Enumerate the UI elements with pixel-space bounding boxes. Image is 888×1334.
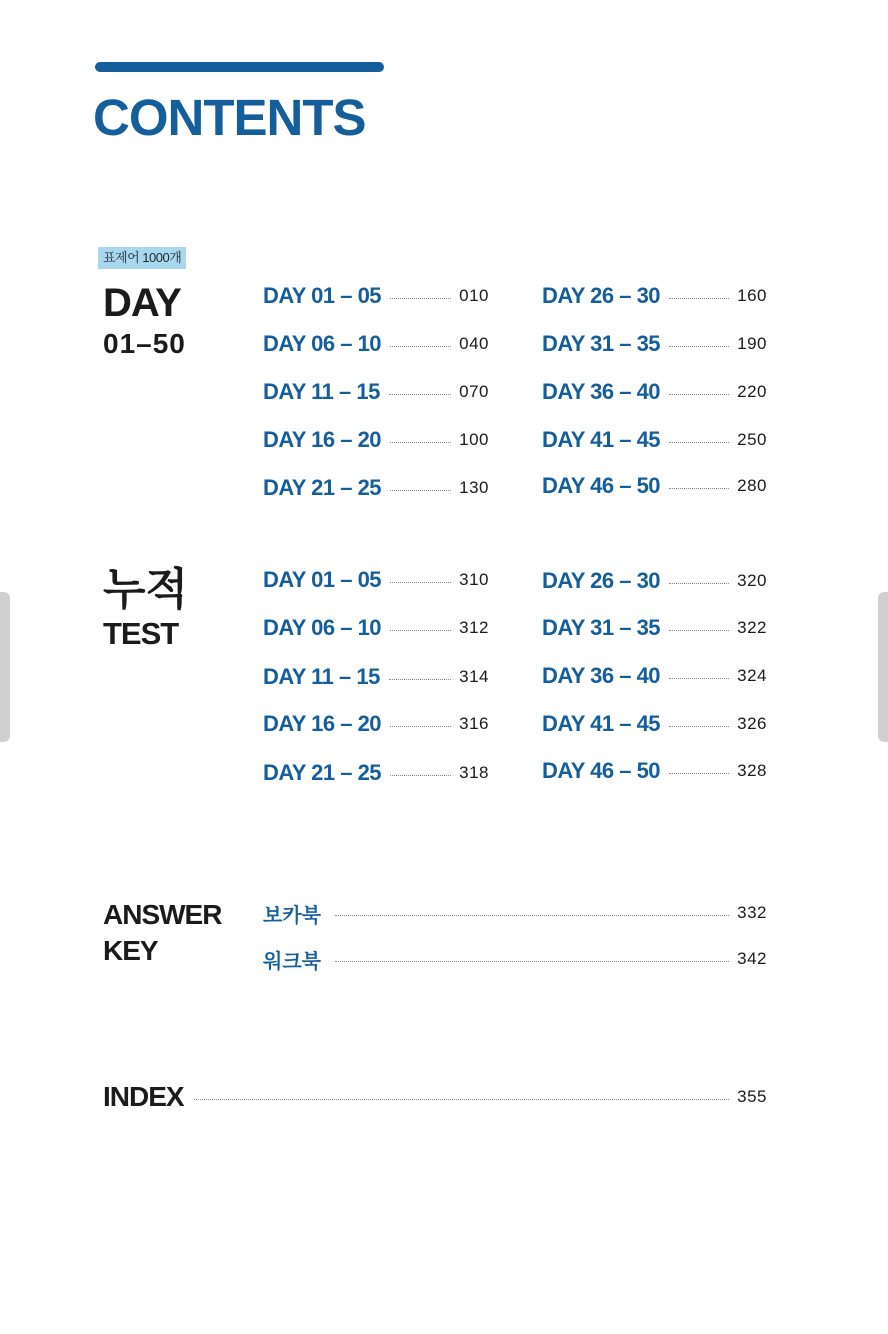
toc-entry-day-26-30[interactable] [542, 281, 767, 311]
toc-entry-page: 130 [459, 478, 489, 497]
toc-entry-label: DAY 46 – 50 [542, 473, 661, 498]
answer-key-heading-line2: KEY [103, 935, 158, 966]
toc-entry-page: 070 [459, 382, 489, 401]
next-page-edge[interactable] [878, 592, 888, 742]
answer-key-heading: ANSWER [103, 899, 222, 930]
toc-entry-page: 314 [459, 667, 489, 686]
headword-count-badge: 표제어 1000개 [98, 247, 186, 269]
toc-entry-test-16-20[interactable] [263, 709, 489, 739]
toc-entry-test-26-30[interactable] [542, 566, 767, 596]
toc-entry-page: 355 [737, 1087, 767, 1106]
dot-leader [390, 726, 451, 727]
toc-entry-test-01-05[interactable] [263, 565, 489, 595]
toc-entry-label: DAY 11 – 15 [263, 379, 380, 404]
toc-entry-page: 190 [737, 334, 767, 353]
toc-entry-label: DAY 31 – 35 [542, 331, 661, 356]
dot-leader [669, 773, 729, 774]
toc-entry-page: 040 [459, 334, 489, 353]
toc-entry-label: DAY 21 – 25 [263, 475, 382, 500]
toc-entry-test-41-45[interactable] [542, 709, 767, 739]
toc-entry-label: DAY 01 – 05 [263, 567, 382, 592]
toc-entry-day-06-10[interactable] [263, 329, 489, 359]
dot-leader [669, 346, 729, 347]
toc-entry-label: 보카북 [263, 904, 321, 927]
dot-leader [669, 726, 729, 727]
test-section-heading: 누적 [103, 565, 189, 614]
toc-entry-day-01-05[interactable] [263, 281, 489, 311]
toc-entry-day-46-50[interactable] [542, 471, 767, 501]
toc-entry-page: 250 [737, 430, 767, 449]
title-accent-bar [95, 62, 384, 72]
dot-leader [335, 915, 729, 916]
toc-entry-workbook[interactable] [263, 944, 767, 974]
toc-entry-label: DAY 06 – 10 [263, 615, 382, 640]
toc-entry-page: 310 [459, 570, 489, 589]
dot-leader [669, 678, 729, 679]
toc-entry-day-31-35[interactable] [542, 329, 767, 359]
toc-entry-day-11-15[interactable] [263, 377, 489, 407]
toc-entry-page: 322 [737, 618, 767, 637]
dot-leader [389, 679, 451, 680]
dot-leader [669, 442, 729, 443]
toc-entry-page: 010 [459, 286, 489, 305]
toc-entry-vocabook[interactable] [263, 898, 767, 928]
dot-leader [390, 630, 451, 631]
dot-leader [390, 490, 451, 491]
previous-page-edge[interactable] [0, 592, 10, 742]
toc-entry-day-36-40[interactable] [542, 377, 767, 407]
toc-entry-page: 160 [737, 286, 767, 305]
toc-entry-label: DAY 46 – 50 [542, 758, 661, 783]
dot-leader [669, 298, 729, 299]
toc-entry-page: 318 [459, 763, 489, 782]
toc-entry-label: DAY 01 – 05 [263, 283, 382, 308]
test-section-subheading: TEST [103, 616, 179, 651]
toc-entry-label: DAY 41 – 45 [542, 427, 661, 452]
toc-entry-page: 326 [737, 714, 767, 733]
toc-entry-label: 워크북 [263, 950, 321, 973]
toc-entry-label: DAY 21 – 25 [263, 760, 382, 785]
toc-entry-page: 320 [737, 571, 767, 590]
dot-leader [390, 298, 451, 299]
toc-entry-page: 332 [737, 903, 767, 922]
toc-entry-day-41-45[interactable] [542, 425, 767, 455]
toc-entry-test-36-40[interactable] [542, 661, 767, 691]
dot-leader [390, 775, 451, 776]
toc-entry-label: DAY 26 – 30 [542, 568, 661, 593]
toc-entry-page: 342 [737, 949, 767, 968]
toc-entry-test-46-50[interactable] [542, 756, 767, 786]
toc-entry-page: 316 [459, 714, 489, 733]
toc-entry-index[interactable] [103, 1080, 767, 1114]
index-heading: INDEX [103, 1081, 184, 1112]
page-title: CONTENTS [93, 89, 366, 146]
dot-leader [335, 961, 729, 962]
dot-leader [390, 582, 451, 583]
toc-entry-label: DAY 26 – 30 [542, 283, 661, 308]
toc-entry-page: 328 [737, 761, 767, 780]
toc-entry-label: DAY 16 – 20 [263, 711, 382, 736]
toc-entry-label: DAY 31 – 35 [542, 615, 661, 640]
dot-leader [669, 583, 729, 584]
toc-entry-page: 220 [737, 382, 767, 401]
dot-leader [390, 346, 451, 347]
toc-entry-label: DAY 41 – 45 [542, 711, 661, 736]
day-section-range: 01–50 [103, 328, 186, 359]
toc-entry-day-21-25[interactable] [263, 473, 489, 503]
dot-leader [669, 394, 729, 395]
toc-entry-page: 312 [459, 618, 489, 637]
toc-entry-day-16-20[interactable] [263, 425, 489, 455]
toc-entry-page: 280 [737, 476, 767, 495]
dot-leader [389, 394, 451, 395]
toc-entry-label: DAY 06 – 10 [263, 331, 382, 356]
toc-entry-label: DAY 36 – 40 [542, 379, 661, 404]
toc-entry-test-31-35[interactable] [542, 613, 767, 643]
toc-entry-test-21-25[interactable] [263, 758, 489, 788]
toc-entry-test-06-10[interactable] [263, 613, 489, 643]
toc-entry-label: DAY 11 – 15 [263, 664, 380, 689]
dot-leader [669, 488, 729, 489]
day-section-heading: DAY [103, 281, 181, 325]
dot-leader [194, 1099, 730, 1100]
dot-leader [669, 630, 729, 631]
toc-entry-label: DAY 36 – 40 [542, 663, 661, 688]
toc-entry-test-11-15[interactable] [263, 662, 489, 692]
dot-leader [390, 442, 451, 443]
toc-entry-page: 100 [459, 430, 489, 449]
toc-entry-label: DAY 16 – 20 [263, 427, 382, 452]
toc-entry-page: 324 [737, 666, 767, 685]
